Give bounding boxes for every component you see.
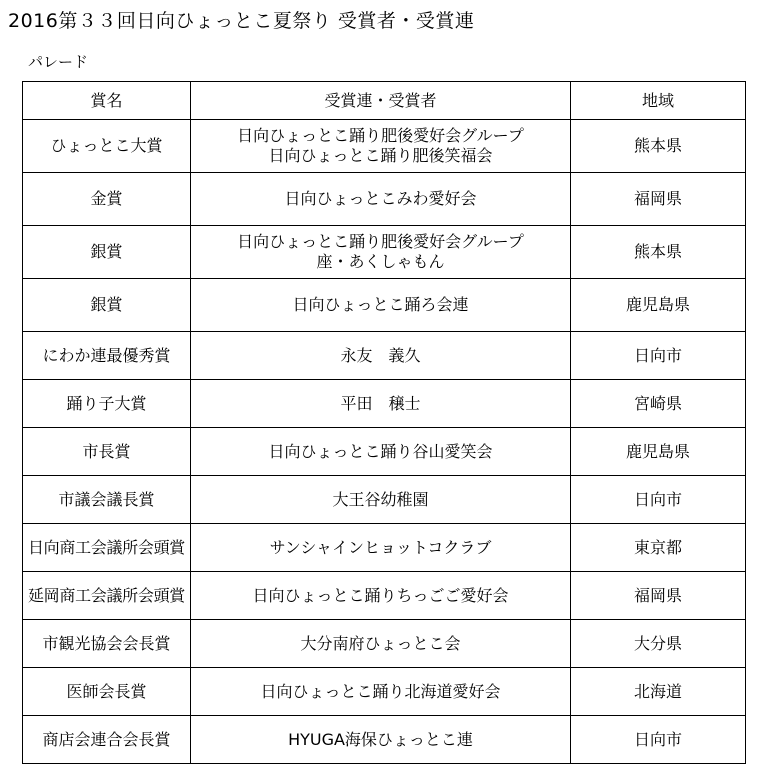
table-header-row	[23, 82, 746, 120]
winner-name	[191, 572, 571, 620]
header-region: 地域	[571, 82, 746, 120]
awards-table	[22, 81, 746, 764]
winner-line: 永友 義久	[340, 345, 421, 365]
award-name: 金賞	[23, 173, 191, 226]
winner-name	[191, 668, 571, 716]
region-name: 熊本県	[571, 120, 746, 173]
winner-name	[191, 620, 571, 668]
region-name: 鹿児島県	[571, 279, 746, 332]
winner-line: 日向ひょっとこ踊り肥後愛好会グループ	[237, 126, 524, 145]
winner-name	[191, 279, 571, 332]
winner-name	[191, 476, 571, 524]
winner-line: 座・あくしゃもん	[316, 252, 445, 271]
award-name: ひょっとこ大賞	[23, 120, 191, 173]
table-row	[23, 120, 746, 173]
award-name: 銀賞	[23, 226, 191, 279]
table-row	[23, 524, 746, 572]
table-row	[23, 428, 746, 476]
region-name: 熊本県	[571, 226, 746, 279]
winner-name	[191, 716, 571, 764]
winner-name	[191, 173, 571, 226]
region-name: 福岡県	[571, 572, 746, 620]
table-row	[23, 380, 746, 428]
winner-name	[191, 380, 571, 428]
table-row	[23, 332, 746, 380]
winner-name	[191, 332, 571, 380]
winner-line: 日向ひょっとこ踊ろ会連	[292, 295, 469, 314]
award-name: 医師会長賞	[23, 668, 191, 716]
award-name: 銀賞	[23, 279, 191, 332]
award-name: 市議会議長賞	[23, 476, 191, 524]
winner-line: 日向ひょっとこ踊り肥後笑福会	[268, 146, 493, 165]
header-winner: 受賞連・受賞者	[191, 82, 571, 120]
table-row	[23, 226, 746, 279]
winner-name	[191, 524, 571, 572]
winner-line: 大王谷幼稚園	[332, 489, 429, 509]
winner-line: 日向ひょっとこ踊り北海道愛好会	[260, 681, 501, 701]
region-name: 大分県	[571, 620, 746, 668]
region-name: 東京都	[571, 524, 746, 572]
winner-name	[191, 226, 571, 279]
award-name: 市観光協会会長賞	[23, 620, 191, 668]
table-row	[23, 668, 746, 716]
table-row	[23, 572, 746, 620]
region-name: 日向市	[571, 716, 746, 764]
winner-line: サンシャインヒョットコクラブ	[269, 537, 492, 557]
winner-line: 日向ひょっとこみわ愛好会	[284, 189, 477, 208]
award-name: 日向商工会議所会頭賞	[23, 524, 191, 572]
winner-line: 日向ひょっとこ踊り肥後愛好会グループ	[237, 232, 524, 251]
page-title: 2016第３３回日向ひょっとこ夏祭り 受賞者・受賞連	[8, 10, 475, 32]
region-name: 鹿児島県	[571, 428, 746, 476]
region-name: 福岡県	[571, 173, 746, 226]
table-row	[23, 279, 746, 332]
table-row	[23, 716, 746, 764]
award-name: 商店会連合会長賞	[23, 716, 191, 764]
section-label: パレード	[28, 53, 89, 71]
award-name: にわか連最優秀賞	[23, 332, 191, 380]
winner-line: 大分南府ひょっとこ会	[300, 633, 461, 653]
table-row	[23, 173, 746, 226]
award-name: 市長賞	[23, 428, 191, 476]
header-award: 賞名	[23, 82, 191, 120]
winner-line: 平田 穣士	[340, 393, 421, 413]
table-row	[23, 620, 746, 668]
table-row	[23, 476, 746, 524]
winner-line: HYUGA海保ひょっとこ連	[288, 729, 473, 749]
winner-name	[191, 428, 571, 476]
winner-name	[191, 120, 571, 173]
region-name: 日向市	[571, 332, 746, 380]
award-name: 踊り子大賞	[23, 380, 191, 428]
region-name: 北海道	[571, 668, 746, 716]
region-name: 宮崎県	[571, 380, 746, 428]
winner-line: 日向ひょっとこ踊りちっごご愛好会	[252, 585, 509, 605]
region-name: 日向市	[571, 476, 746, 524]
winner-line: 日向ひょっとこ踊り谷山愛笑会	[268, 441, 493, 461]
award-name: 延岡商工会議所会頭賞	[23, 572, 191, 620]
